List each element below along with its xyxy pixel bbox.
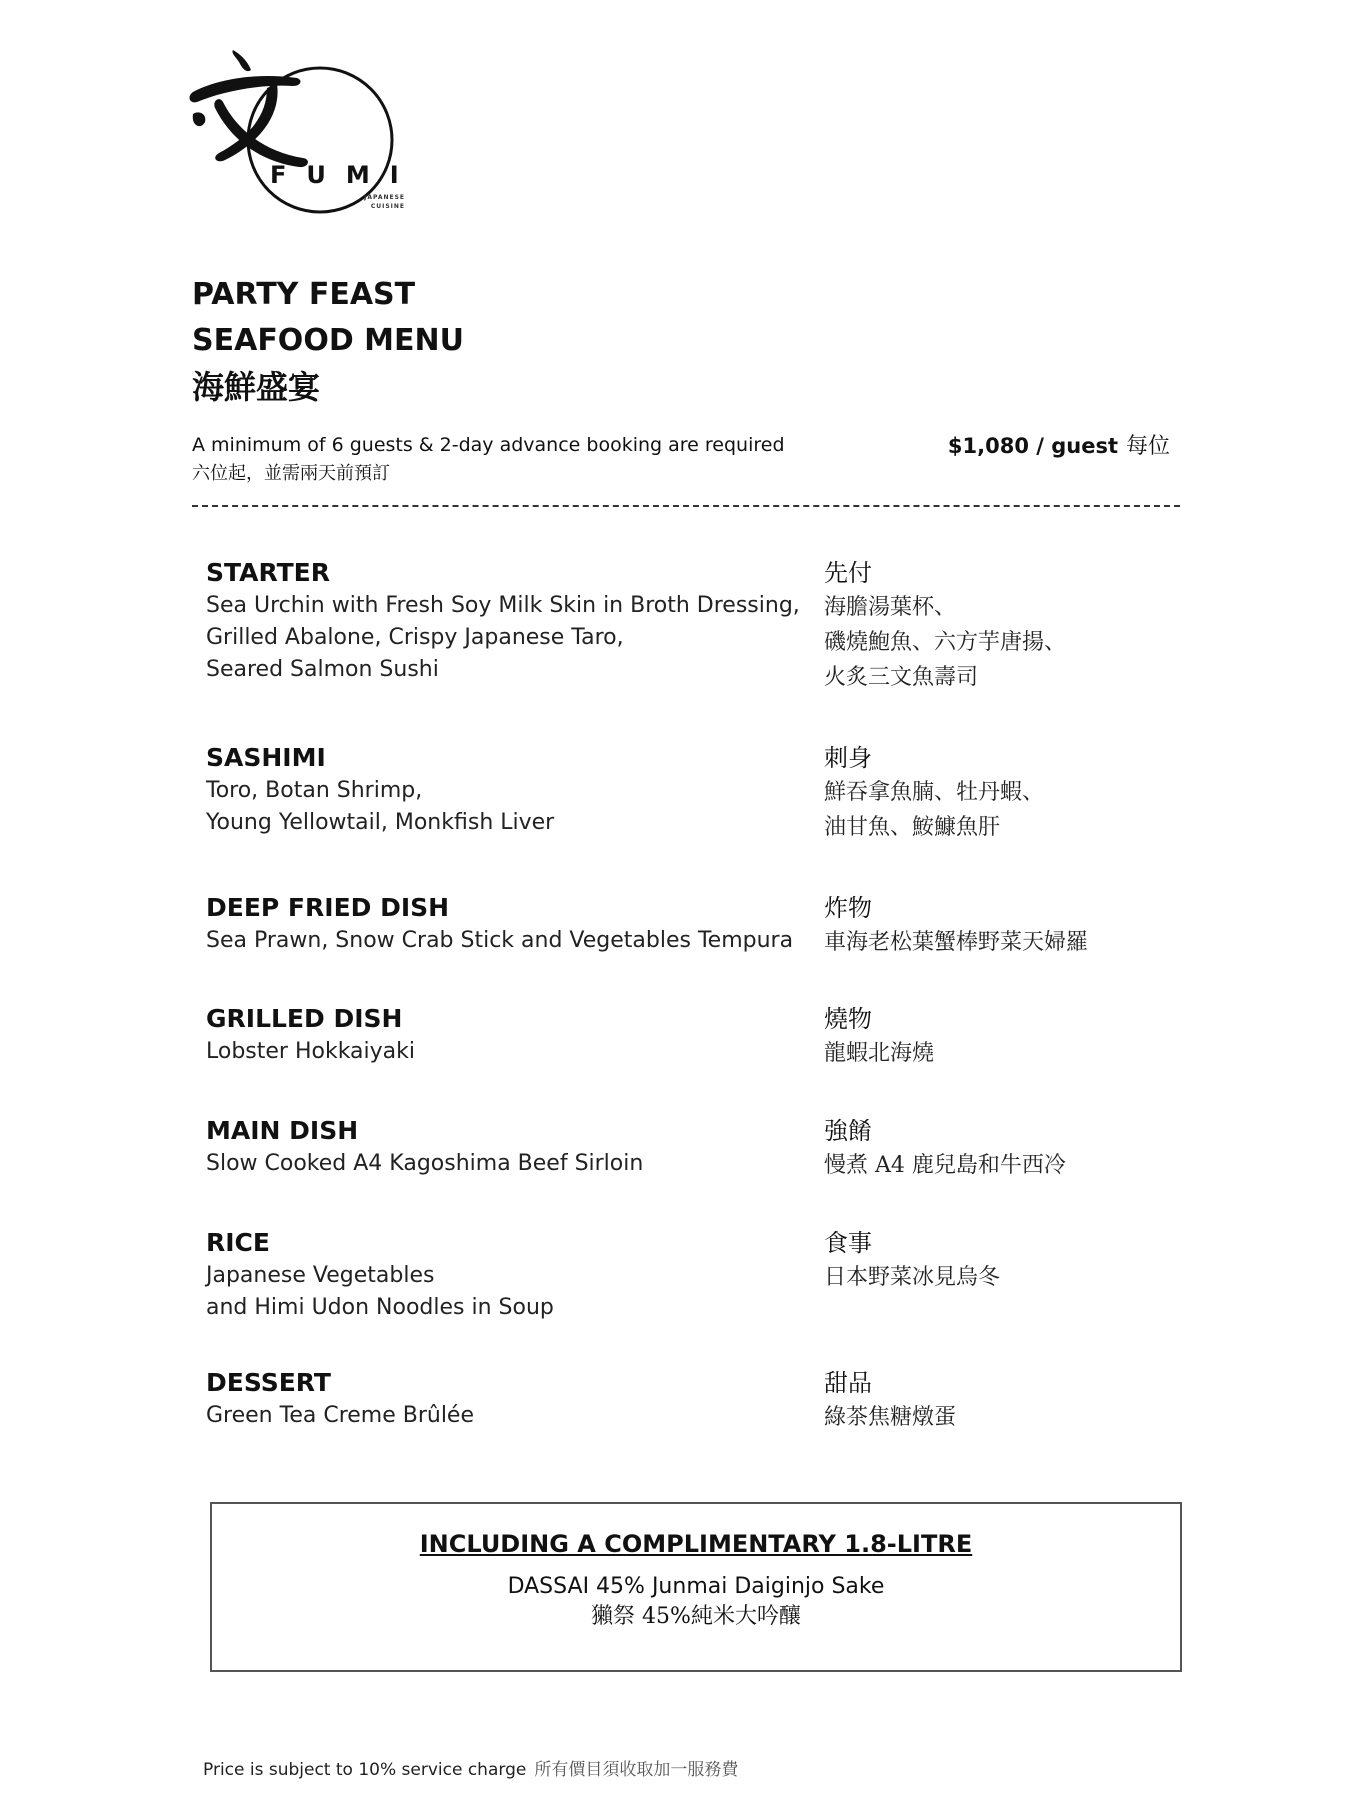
course-title: GRILLED DISH xyxy=(206,1004,403,1033)
course-item-zh: 油甘魚、鮟鱇魚肝 xyxy=(824,815,1001,840)
dashed-divider xyxy=(192,505,1180,507)
booking-requirement: A minimum of 6 guests & 2-day advance booking are required xyxy=(192,434,785,456)
course-title-zh: 食事 xyxy=(824,1229,872,1257)
course-dessert xyxy=(206,1366,1166,1456)
course-title: SASHIMI xyxy=(206,743,326,772)
course-item: Slow Cooked A4 Kagoshima Beef Sirloin xyxy=(206,1151,644,1176)
course-item: Young Yellowtail, Monkfish Liver xyxy=(206,810,555,835)
title-chinese: 海鮮盛宴 xyxy=(192,368,321,406)
course-sashimi xyxy=(206,741,1166,891)
course-item-zh: 磯燒鮑魚、六方芋唐揚、 xyxy=(824,630,1067,655)
course-item: Sea Urchin with Fresh Soy Milk Skin in Broth Dressing, xyxy=(206,593,800,618)
course-item-zh: 海膽湯葉杯、 xyxy=(824,595,957,620)
logo-wordmark: FUMI xyxy=(270,161,419,189)
course-item: Lobster Hokkaiyaki xyxy=(206,1039,415,1064)
title-line-1: PARTY FEAST xyxy=(192,277,416,312)
course-item: Japanese Vegetables xyxy=(206,1263,435,1288)
price-label-zh: 每位 xyxy=(1125,434,1170,459)
course-item: Green Tea Creme Brûlée xyxy=(206,1403,475,1428)
course-item-zh: 慢煮 A4 鹿兒島和牛西冷 xyxy=(824,1153,1066,1178)
price-per-guest xyxy=(948,432,1170,461)
course-title-zh: 先付 xyxy=(824,559,872,587)
course-title: STARTER xyxy=(206,558,330,587)
sake-name-zh: 獺祭 45%純米大吟釀 xyxy=(591,1604,801,1629)
course-title-zh: 強餚 xyxy=(824,1117,872,1145)
complimentary-sake-box xyxy=(210,1502,1182,1672)
service-charge-text: Price is subject to 10% service charge xyxy=(203,1760,527,1780)
course-item-zh: 綠茶焦糖燉蛋 xyxy=(824,1405,957,1430)
course-starter xyxy=(206,556,1166,741)
course-title-zh: 燒物 xyxy=(824,1005,872,1033)
logo-subtitle: JAPANESE CUISINE xyxy=(364,194,405,210)
sake-heading: INCLUDING A COMPLIMENTARY 1.8-LITRE xyxy=(419,1530,973,1558)
course-item: Grilled Abalone, Crispy Japanese Taro, xyxy=(206,625,624,650)
booking-requirement-zh: 六位起，並需兩天前預訂 xyxy=(192,463,390,484)
course-item: and Himi Udon Noodles in Soup xyxy=(206,1295,554,1320)
course-item-zh: 車海老松葉蟹棒野菜天婦羅 xyxy=(824,930,1089,955)
course-title-zh: 甜品 xyxy=(824,1369,872,1397)
menu-title xyxy=(192,272,464,410)
service-charge-text-zh: 所有價目須收取加一服務費 xyxy=(534,1760,739,1780)
course-main xyxy=(206,1114,1166,1226)
restaurant-logo xyxy=(185,40,419,225)
price-value: $1,080 / guest xyxy=(947,434,1118,458)
course-item-zh: 火炙三文魚壽司 xyxy=(824,665,979,690)
course-item: Toro, Botan Shrimp, xyxy=(206,778,423,803)
booking-info xyxy=(192,432,1182,490)
course-title: DEEP FRIED DISH xyxy=(206,893,450,922)
sake-name: DASSAI 45% Junmai Daiginjo Sake xyxy=(507,1574,885,1599)
course-item-zh: 日本野菜冰見烏冬 xyxy=(824,1265,1001,1290)
course-title: DESSERT xyxy=(206,1368,331,1397)
course-title-zh: 刺身 xyxy=(824,744,872,772)
course-item: Sea Prawn, Snow Crab Stick and Vegetables Tempura xyxy=(206,928,794,953)
course-rice xyxy=(206,1226,1166,1366)
service-charge-note xyxy=(203,1755,738,1780)
course-grilled xyxy=(206,1002,1166,1114)
course-deep-fried xyxy=(206,891,1166,1002)
course-title-zh: 炸物 xyxy=(824,894,872,922)
course-title: MAIN DISH xyxy=(206,1116,359,1145)
course-item-zh: 龍蝦北海燒 xyxy=(824,1041,935,1066)
course-item: Seared Salmon Sushi xyxy=(206,657,439,682)
course-item-zh: 鮮吞拿魚腩、牡丹蝦、 xyxy=(824,780,1045,805)
course-list xyxy=(206,556,1166,1456)
title-line-2: SEAFOOD MENU xyxy=(192,323,464,358)
course-title: RICE xyxy=(206,1228,270,1257)
